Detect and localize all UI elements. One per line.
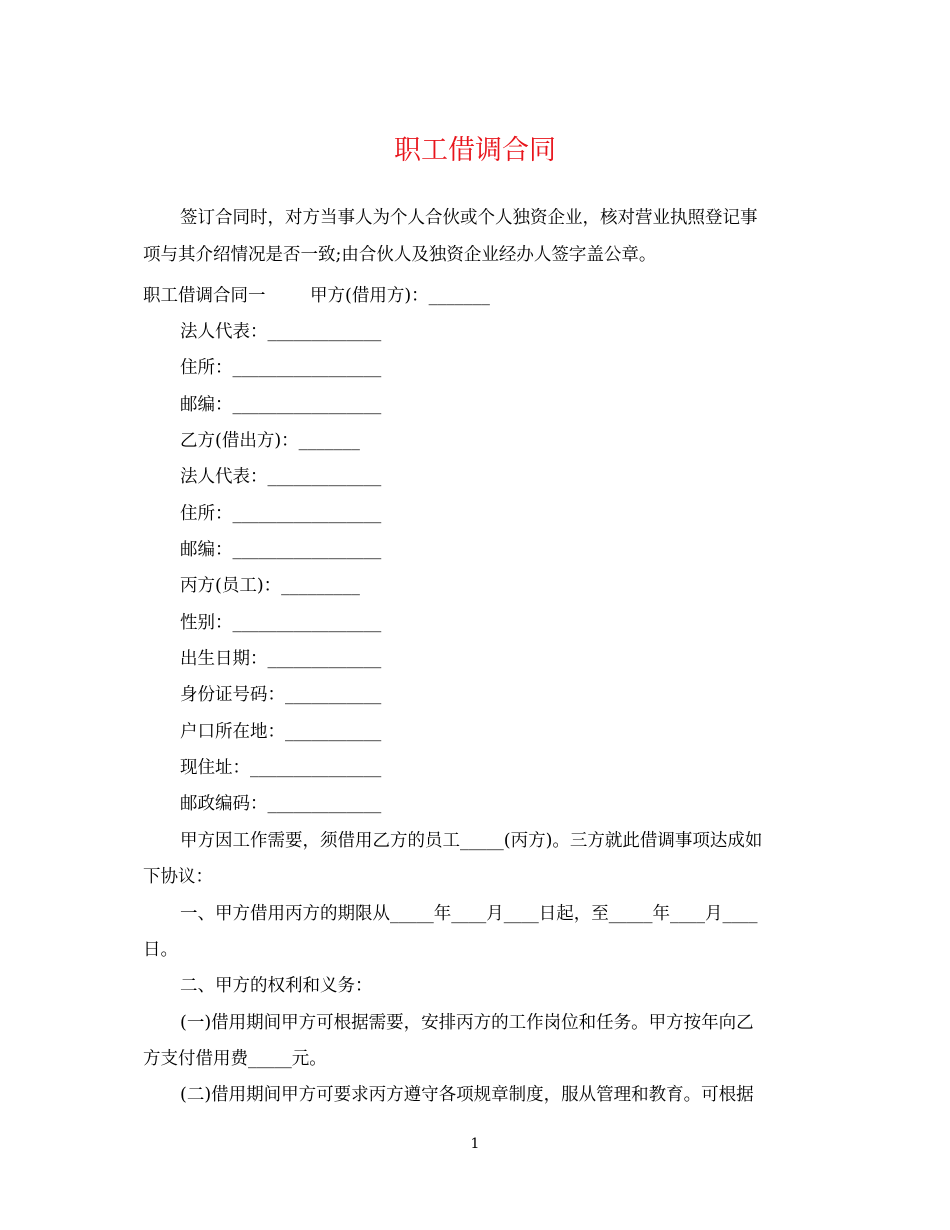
field-line: 邮政编码：_____________	[180, 794, 382, 814]
paragraph-line: 签订合同时，对方当事人为个人合伙或个人独资企业，核对营业执照登记事	[180, 208, 758, 228]
field-line: 邮编：_________________	[180, 540, 382, 560]
field-line: 户口所在地：___________	[180, 722, 382, 742]
field-line: 丙方(员工)：_________	[180, 576, 360, 596]
field-line: 身份证号码：___________	[180, 685, 382, 705]
paragraph-line: 方支付借用费_____元。	[143, 1049, 327, 1069]
paragraph-line: 下协议：	[143, 867, 213, 887]
field-line: 住所：_________________	[180, 358, 382, 378]
paragraph-line: 职工借调合同一 甲方(借用方)：_______	[143, 286, 490, 306]
field-line: 邮编：_________________	[180, 395, 382, 415]
field-line: 住所：_________________	[180, 504, 382, 524]
document-title: 职工借调合同	[394, 135, 556, 166]
field-line: 性别：_________________	[180, 613, 382, 633]
paragraph-line: 甲方因工作需要，须借用乙方的员工_____(丙方)。三方就此借调事项达成如	[180, 831, 763, 851]
paragraph-line: (二)借用期间甲方可要求丙方遵守各项规章制度，服从管理和教育。可根据	[180, 1085, 754, 1105]
field-line: 法人代表：_____________	[180, 467, 382, 487]
paragraph-line: 项与其介绍情况是否一致;由合伙人及独资企业经办人签字盖公章。	[143, 245, 657, 265]
field-line: 现住址：_______________	[180, 758, 382, 778]
field-line: 出生日期：_____________	[180, 649, 382, 669]
paragraph-line: 日。	[143, 940, 178, 960]
field-line: 乙方(借出方)：_______	[180, 431, 360, 451]
field-line: 法人代表：_____________	[180, 322, 382, 342]
paragraph-line: 二、甲方的权利和义务：	[180, 976, 373, 996]
paragraph-line: (一)借用期间甲方可根据需要，安排丙方的工作岗位和任务。甲方按年向乙	[180, 1013, 754, 1033]
paragraph-line: 一、甲方借用丙方的期限从_____年____月____日起，至_____年____月____	[180, 904, 758, 924]
page-number: 1	[470, 1136, 480, 1152]
